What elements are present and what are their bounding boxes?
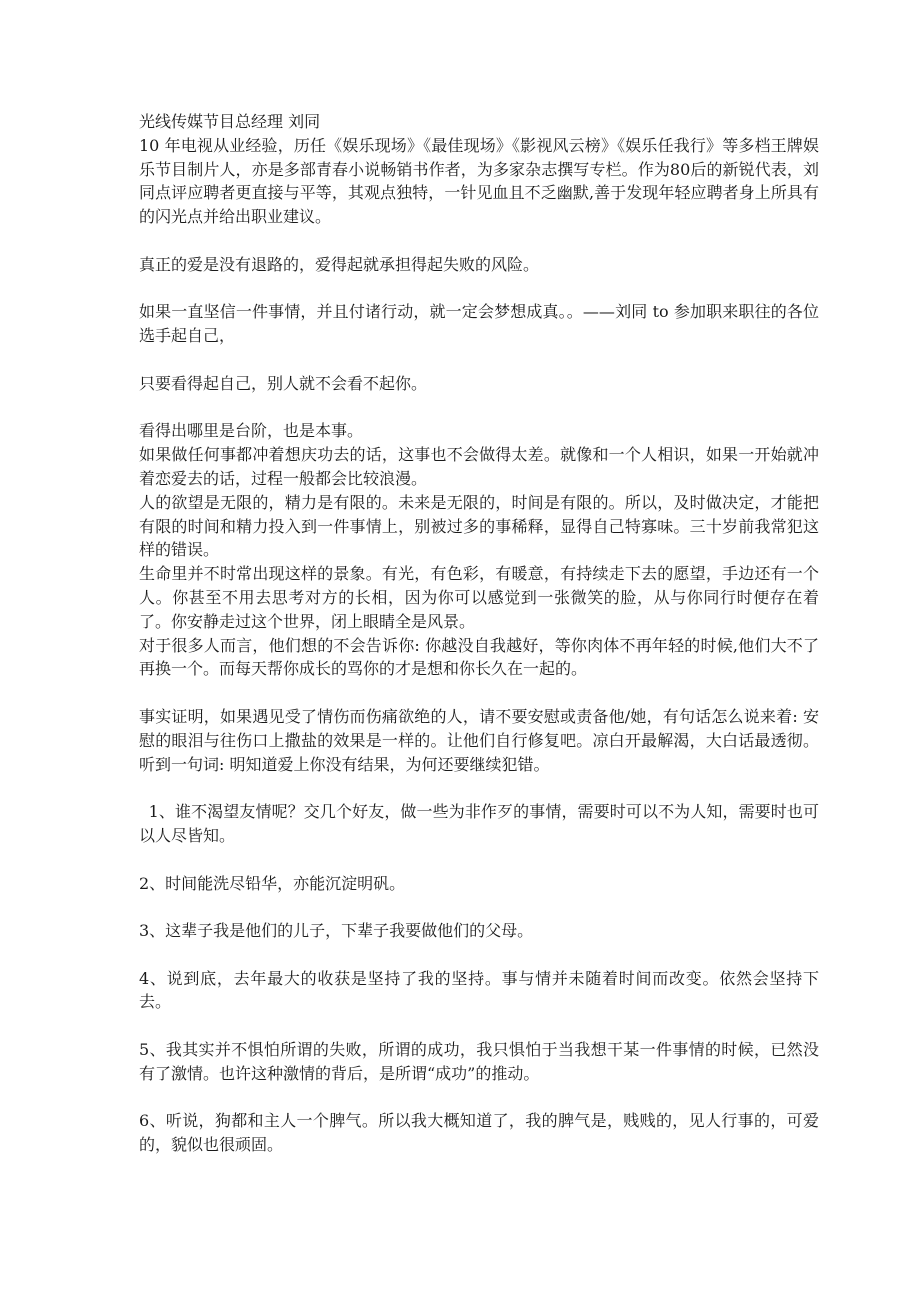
document-body bbox=[139, 110, 819, 1157]
document-header: 光线传媒节目总经理 刘同 bbox=[139, 112, 321, 131]
quote-paragraph: 事实证明，如果遇见受了情伤而伤痛欲绝的人，请不要安慰或责备他/她，有句话怎么说来着: 安慰的眼泪与往伤口上撒盐的效果是一样的。让他们自行修复吧。凉白开最解渴，大白话最透彻。听到一句词: 明知道爱上你没有结果，为何还要继续犯错。 bbox=[139, 706, 819, 774]
quote-paragraph: 看得出哪里是台阶，也是本事。 bbox=[139, 421, 364, 441]
list-item: 6、听说，狗都和主人一个脾气。所以我大概知道了，我的脾气是，贱贱的，见人行事的，可爱的，貌似也很顽固。 bbox=[139, 1111, 819, 1155]
paragraph-gap bbox=[139, 277, 819, 301]
paragraph-gap bbox=[139, 848, 819, 872]
paragraph-gap bbox=[139, 1014, 819, 1038]
quote-paragraph: 人的欲望是无限的，精力是有限的。未来是无限的，时间是有限的。所以，及时做决定，才能把有限的时间和精力投入到一件事情上，别被过多的事稀释，显得自己特寡味。三十岁前我常犯这样的错误。 bbox=[139, 492, 819, 560]
paragraph-gap bbox=[139, 1086, 819, 1110]
quote-paragraph: 对于很多人而言，他们想的不会告诉你: 你越没自我越好，等你肉体不再年轻的时候,他们大不了再换一个。而每天帮你成长的骂你的才是想和你长久在一起的。 bbox=[139, 635, 819, 679]
list-item: 5、我其实并不惧怕所谓的失败，所谓的成功，我只惧怕于当我想干某一件事情的时候，已然没有了激情。也许这种激情的背后，是所谓“成功”的推动。 bbox=[139, 1040, 819, 1083]
list-item: 1、谁不渴望友情呢？交几个好友，做一些为非作歹的事情，需要时可以不为人知，需要时也可以人尽皆知。 bbox=[139, 802, 819, 845]
paragraph-gap bbox=[139, 348, 819, 372]
paragraph-gap bbox=[139, 396, 819, 420]
paragraph-gap bbox=[139, 895, 819, 919]
quote-paragraph: 真正的爱是没有退路的，爱得起就承担得起失败的风险。 bbox=[139, 254, 540, 274]
paragraph-gap bbox=[139, 681, 819, 705]
paragraph-gap bbox=[139, 776, 819, 800]
list-item: 4、说到底，去年最大的收获是坚持了我的坚持。事与情并未随着时间而改变。依然会坚持下去。 bbox=[139, 968, 819, 1012]
list-item: 2、时间能洗尽铅华，亦能沉淀明矾。 bbox=[139, 873, 406, 893]
quote-paragraph: 只要看得起自己，别人就不会看不起你。 bbox=[139, 373, 428, 393]
quote-paragraph: 生命里并不时常出现这样的景象。有光，有色彩，有暖意，有持续走下去的愿望，手边还有一个人。你甚至不用去思考对方的长相，因为你可以感觉到一张微笑的脸，从与你同行时便存在着了。你安静走过这个世界，闭上眼睛全是风景。 bbox=[139, 564, 819, 631]
quote-paragraph: 如果做任何事都冲着想庆功去的话，这事也不会做得太差。就像和一个人相识，如果一开始就冲着恋爱去的话，过程一般都会比较浪漫。 bbox=[139, 445, 819, 488]
quote-paragraph: 如果一直坚信一件事情，并且付诸行动，就一定会梦想成真。。——刘同 to 参加职来职往的各位选手起自己， bbox=[139, 302, 819, 346]
paragraph-gap bbox=[139, 229, 819, 253]
paragraph-gap bbox=[139, 943, 819, 967]
list-item: 3、这辈子我是他们的儿子，下辈子我要做他们的父母。 bbox=[139, 921, 534, 941]
intro-paragraph: 10 年电视从业经验，历任《娱乐现场》《最佳现场》《影视风云榜》《娱乐任我行》等多档王牌娱乐节目制片人，亦是多部青春小说畅销书作者，为多家杂志撰写专栏。作为80后的新锐代表，刘同点评应聘者更直接与平等，其观点独特，一针见血且不乏幽默,善于发现年轻应聘者身上所具有的闪光点并给出职业建议。 bbox=[139, 135, 819, 227]
